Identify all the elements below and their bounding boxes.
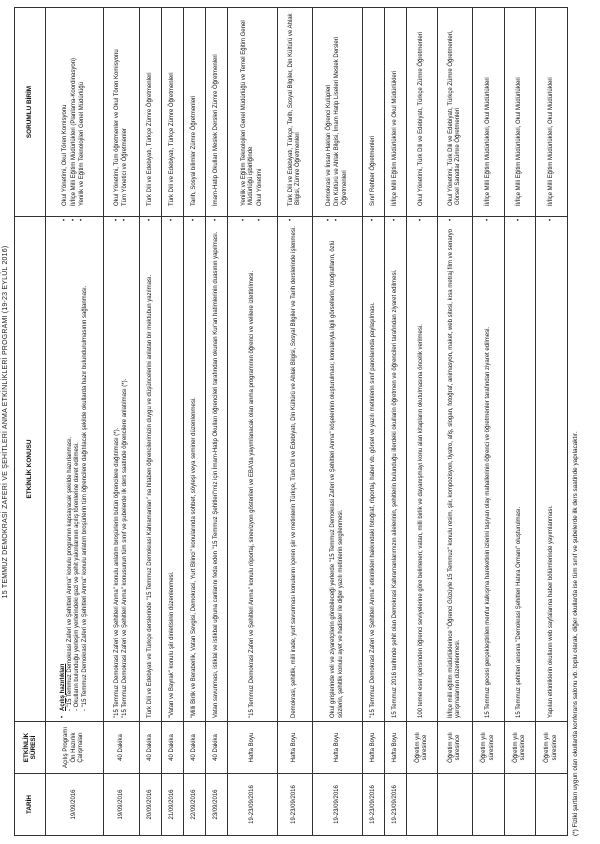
row-responsible <box>103 8 140 221</box>
row-responsible <box>162 8 184 221</box>
subject-line: Yapılan etkinliklerin okulların web sayfalarına haber bölümlerinde yayımlanması. <box>548 505 554 718</box>
subject-line: "15 Temmuz Demokrasi Zaferi ve Şehitleri Anma" etkinlikleri hakkındaki fotoğraf, röportaj, haber vb. görsel ve yazılı metinlerin sınıf panolarında paylaşılması. <box>369 302 376 718</box>
row-date: 19-23/09/2016 <box>313 774 363 836</box>
bullet-icon: • <box>79 218 86 221</box>
row-responsible <box>406 8 437 221</box>
row-responsible <box>504 8 535 221</box>
responsible-unit: Tarih, Sosyal bilimler Zümre Öğretmenleri <box>191 95 198 206</box>
row-responsible <box>438 8 473 221</box>
subject-line: Vatan savunması, istiklal ve istikbal uğruna canlarını feda eden "15 Temmuz Şehitleri"miz için İmam-Hatip Okulları öğrencileri tarafından okunan Kur'an hatimlerinin duasının yapılması. <box>213 231 220 718</box>
row-date: 20/09/2016 <box>140 774 162 836</box>
row-duration: Açılış Programı Ön Hazırlık Çalışmaları <box>46 722 104 774</box>
row-date: 23/09/2016 <box>206 774 228 836</box>
row-duration: Hafta Boyu <box>363 722 385 774</box>
table-row <box>206 8 228 836</box>
subject-line: "Milli Birlik ve Beraberlik, Vatan Sevgisi, Demokrasi, Yurt Bilinci" konularında sohbet, söyleşi veya seminer düzenlenmesi. <box>191 397 198 718</box>
row-subject <box>278 217 313 722</box>
table-row <box>473 8 504 836</box>
bullet-icon: • <box>70 218 77 221</box>
bullet-icon: • <box>62 218 69 221</box>
bullet-icon: • <box>369 218 376 221</box>
row-subject <box>46 217 104 722</box>
table-row <box>228 8 278 836</box>
row-subject <box>140 217 162 722</box>
subject-line: - "15 Temmuz Demokrasi Zaferi ve Şehitleri Anma" konulu anlatım broşürlerin tüm öğrencilere dağıtılacak şekilde okullarda hazır bulundurulmasının sağlanması. <box>82 220 89 718</box>
subject-line: 100 temel eser içerisinden öğrenci seviyelerine göre belirlenen; vatan, milli birlik ve dayanışmayı konu alan kitapların okutulmasına öncelik verilmesi. <box>418 324 425 718</box>
table-row <box>406 8 437 836</box>
table-header-row <box>15 8 46 836</box>
bullet-icon: • <box>287 218 294 221</box>
table-row <box>384 8 406 836</box>
row-date <box>473 774 504 836</box>
responsible-unit: İl/İlçe Milli Eğitim Müdürlükleri, Okul Müdürlükleri <box>516 77 523 206</box>
subject-line: "15 Temmuz Demokrasi Zaferi ve Şehitleri Anma" konusunun tüm sınıf ve şubelerde ilk ders saatinde öğrencilere anlatılması (*). <box>121 378 128 718</box>
responsible-unit: Okul Yönetimi, Türk Dili ve Edebiyatı, Türkçe Zümre Öğretmenleri <box>418 31 425 206</box>
responsible-unit: Tüm Yönetici ve Öğretmenler <box>122 128 129 206</box>
bullet-icon: • <box>169 218 176 221</box>
table-row <box>46 8 104 836</box>
table-row <box>140 8 162 836</box>
bullet-icon: • <box>213 218 220 221</box>
responsible-unit: Türk Dili ve Edebiyatı, Türkçe, Tarih, Sosyal Bilgiler, Din Kültürü ve Ahlak Bilgisi, Zümre Öğretmenleri <box>287 13 302 206</box>
row-date: 19/09/2016 <box>46 774 104 836</box>
responsible-unit: Sınıf Rehber Öğretmenleri <box>369 135 376 206</box>
table-row <box>438 8 473 836</box>
row-subject <box>184 217 206 722</box>
subject-line: 15 Temmuz şehitleri anısına "Demokrasi Şehitleri Hatıra Ormanı" oluşturulması. <box>516 506 523 718</box>
row-duration: Öğretim yılı süresince <box>536 722 568 774</box>
row-date: 19-23/09/2016 <box>384 774 406 836</box>
row-subject <box>406 217 437 722</box>
bullet-icon: • <box>334 218 341 221</box>
table-row <box>162 8 184 836</box>
bullet-icon: • <box>484 218 491 221</box>
bullet-icon: • <box>147 218 154 221</box>
row-date: 21/09/2016 <box>162 774 184 836</box>
table-row <box>278 8 313 836</box>
row-duration: 40 Dakika <box>103 722 140 774</box>
bullet-icon: • <box>256 218 263 221</box>
responsible-unit: İl/İlçe Milli Eğitim Müdürlükleri, Okul Müdürlükleri <box>484 77 491 206</box>
responsible-unit: İl/İlçe Milli Eğitim Müdürlükleri (Planlama-Koordinasyon) <box>70 57 77 206</box>
row-subject <box>384 217 406 722</box>
table-row <box>504 8 535 836</box>
row-subject <box>313 217 363 722</box>
header-subject: ETKİNLİK KONUSU <box>15 217 46 722</box>
responsible-unit: Yenilik ve Eğitim Teknolojileri Genel Müdürlüğü ve Temel Eğitim Genel Müdürlüğü işbirliğinde <box>241 20 255 206</box>
row-duration: Öğretim yılı süresince <box>473 722 504 774</box>
responsible-unit: Din Kültürü ve Ahlak Bilgisi, İmam Hatip Liseleri Meslek Dersleri Öğretmenleri <box>334 36 348 206</box>
row-responsible <box>228 8 278 221</box>
row-date: 19-23/09/2016 <box>278 774 313 836</box>
row-responsible <box>206 8 228 221</box>
footnote: (*) Fiziki şartları uygun olan okullarda konferans salonu vb. toplu olarak, diğer okullarda ise tüm sınıf ve şubelerde ilk ders saatinde yapılacaktır. <box>572 431 579 836</box>
row-duration: Hafta Boyu <box>228 722 278 774</box>
row-date: 22/09/2016 <box>184 774 206 836</box>
header-duration: ETKİNLİK SÜRESİ <box>15 722 46 774</box>
table-row <box>103 8 140 836</box>
responsible-unit: İmam-Hatip Okulları Meslek Dersleri Zümre Öğretmenleri <box>213 54 220 206</box>
row-date <box>406 774 437 836</box>
responsible-unit: Okul Yönetimi, Türk Dili ve Edebiyatı, Türkçe Zümre Öğretmenleri, Görsel Sanatlar Zümre Öğretmenleri <box>448 30 462 206</box>
row-responsible <box>46 8 104 221</box>
row-responsible <box>363 8 385 221</box>
row-date: 19-23/09/2016 <box>228 774 278 836</box>
bullet-icon: • <box>391 218 398 221</box>
row-subject <box>103 217 140 722</box>
responsible-unit: Demokrasi ve İnsan Hakları Öğrenci Kulüpleri <box>325 84 332 206</box>
row-subject <box>228 217 278 722</box>
row-subject <box>438 217 473 722</box>
row-duration: 40 Dakika <box>140 722 162 774</box>
subject-line: - Okulların bulunduğu yerleşim yerlerindeki gazi ve şehit yakınlarının açılış törenlerine davet edilmesi. <box>74 220 81 718</box>
row-duration: Öğretim yılı süresince <box>504 722 535 774</box>
row-duration: Öğretim yılı süresince <box>438 722 473 774</box>
row-date <box>504 774 535 836</box>
header-responsible: SORUMLU BİRİM <box>15 8 46 217</box>
responsible-unit: Türk Dili ve Edebiyatı, Türkçe Zümre Öğretmenleri <box>147 72 154 206</box>
bullet-icon: • <box>59 715 66 718</box>
row-subject <box>162 217 184 722</box>
row-subject <box>363 217 385 722</box>
header-date: TARİH <box>15 774 46 836</box>
row-responsible <box>473 8 504 221</box>
responsible-unit: Türk Dili ve Edebiyatı, Türkçe Zümre Öğretmenleri <box>169 72 176 206</box>
subject-line: "15 Temmuz Demokrasi Zaferi ve Şehitleri Anma" konulu röportaj, sinevizyon gösterileri ve EBA'da yayımlanacak olan anma programının öğrenci ve velilere izlettirilmesi. <box>248 270 255 718</box>
table-row <box>184 8 206 836</box>
row-subject <box>536 217 568 722</box>
row-duration: 40 Dakika <box>206 722 228 774</box>
row-subject <box>504 217 535 722</box>
responsible-unit: Okul Yönetimi, Okul Tören Komisyonu <box>62 104 69 206</box>
row-responsible <box>536 8 568 221</box>
row-responsible <box>384 8 406 221</box>
row-responsible <box>184 8 206 221</box>
subject-line: Türk Dili ve Edebiyatı ve Türkçe derslerinde "15 Temmuz Demokrasi Kahramanları" na hitaben öğrencilerimizin duygu ve düşüncelerini anlatan bir mektubun yazılması. <box>147 274 154 718</box>
table-row <box>363 8 385 836</box>
row-duration: 40 Dakika <box>184 722 206 774</box>
subject-line: Demokrasi, şehitlik, milli irade, yurt savunması konularını içeren şiir ve metinlerin Türkçe, Türk Dili ve Edebiyatı, Din Kültürü ve Ahlak Bilgisi, Sosyal Bilgiler ve Tarih derslerinde işlenmesi. <box>291 226 298 718</box>
responsible-unit: Okul Yönetimi <box>256 168 263 206</box>
responsible-unit: Okul Yönetimi, Tüm öğretmenler ve Okul Tören Komisyonu <box>113 49 120 206</box>
bullet-icon: • <box>418 218 425 221</box>
row-duration: Hafta Boyu <box>278 722 313 774</box>
bullet-icon: • <box>448 218 455 221</box>
row-subject <box>473 217 504 722</box>
bullet-icon: • <box>516 218 523 221</box>
program-table <box>14 7 568 836</box>
row-date <box>536 774 568 836</box>
subject-line: Okul girişlerinde veli ve ziyaretçilerin görebileceği yerlerde "15 Temmuz Demokrasi Zaferi ve Şehitleri Anma" köşelerinin oluşturulması; konularıyla ilgili görsellerin, fotoğrafların, özlü sözlerin, şehitlik konulu ayet ve hadisler ile diğer yazılı metinlerin sergilenmesi. <box>330 240 344 718</box>
subject-line: 15 Temmuz 2016 tarihinde şehit olan Demokrasi Kahramanlarımızın ailelerinin, şehitlerin bulunduğu illerdeki okullarin öğretmen ve öğrencileri tarafından ziyaret edilmesi. <box>391 269 398 718</box>
subject-line: 15 Temmuz gecesi gerçekleştirilen menfur kalkışma hareketinin izlerini taşıyan olay mahallerinin öğrenci ve öğretmenler tarafından ziyaret edilmesi. <box>484 326 491 718</box>
row-date <box>438 774 473 836</box>
row-duration: Hafta Boyu <box>384 722 406 774</box>
table-row <box>536 8 568 836</box>
bullet-icon: • <box>325 218 332 221</box>
row-duration: 40 Dakika <box>162 722 184 774</box>
responsible-unit: Yenilik ve Eğitim Teknolojileri Genel Müdürlüğü <box>79 81 86 206</box>
row-duration: Öğretim yılı süresince <box>406 722 437 774</box>
responsible-unit: İl/İlçe Milli Eğitim Müdürlükleri ve Okul Müdürlükleri <box>391 70 398 206</box>
bullet-icon: • <box>548 218 554 221</box>
row-subject <box>206 217 228 722</box>
row-date: 19-23/09/2016 <box>363 774 385 836</box>
row-responsible <box>313 8 363 221</box>
row-duration: Hafta Boyu <box>313 722 363 774</box>
subject-line: - "15 Temmuz Demokrasi Zaferi ve Şehitleri Anma" konulu programın kapsayacak şekilde hazırlanması. <box>67 220 74 718</box>
page-title: 15 TEMMUZ DEMOKRASİ ZAFERİ VE ŞEHİTLERİ ANMA ETKİNLİKLERİ PROGRAMI (19-23 EYLÜL 2016) <box>2 245 9 599</box>
table-row <box>313 8 363 836</box>
subject-line: "15 Temmuz Demokrasi Zaferi ve Şehitleri Anma" konulu anlatım broşürlerin bütün öğrencilere dağıtılması (*). <box>114 427 121 718</box>
row-responsible <box>278 8 313 221</box>
bullet-icon: • <box>113 218 120 221</box>
bullet-icon: • <box>241 218 248 221</box>
row-date: 19/09/2016 <box>103 774 140 836</box>
bullet-icon: • <box>191 218 198 221</box>
bullet-icon: • <box>122 218 129 221</box>
responsible-unit: İl/İlçe Milli Eğitim Müdürlükleri, Okul Müdürlükleri <box>548 77 554 206</box>
subject-line: İl/İlçe milli eğitim müdürlüklerince "Öğrenci Gözüyle 15 Temmuz" konulu resim, şiir, kompozisyon, tiyatro, afiş, slogan, fotoğraf, animasyon, maket, web sitesi, kısa metraj film ve senaryo yarışmalarının düzenlenmesi. <box>448 229 462 718</box>
row-responsible <box>140 8 162 221</box>
subject-line: "Vatan ve Bayrak" konulu şiir dinletisinin düzenlenmesi. <box>169 571 176 718</box>
subject-heading: Açılış hazırlıkları <box>59 663 66 711</box>
